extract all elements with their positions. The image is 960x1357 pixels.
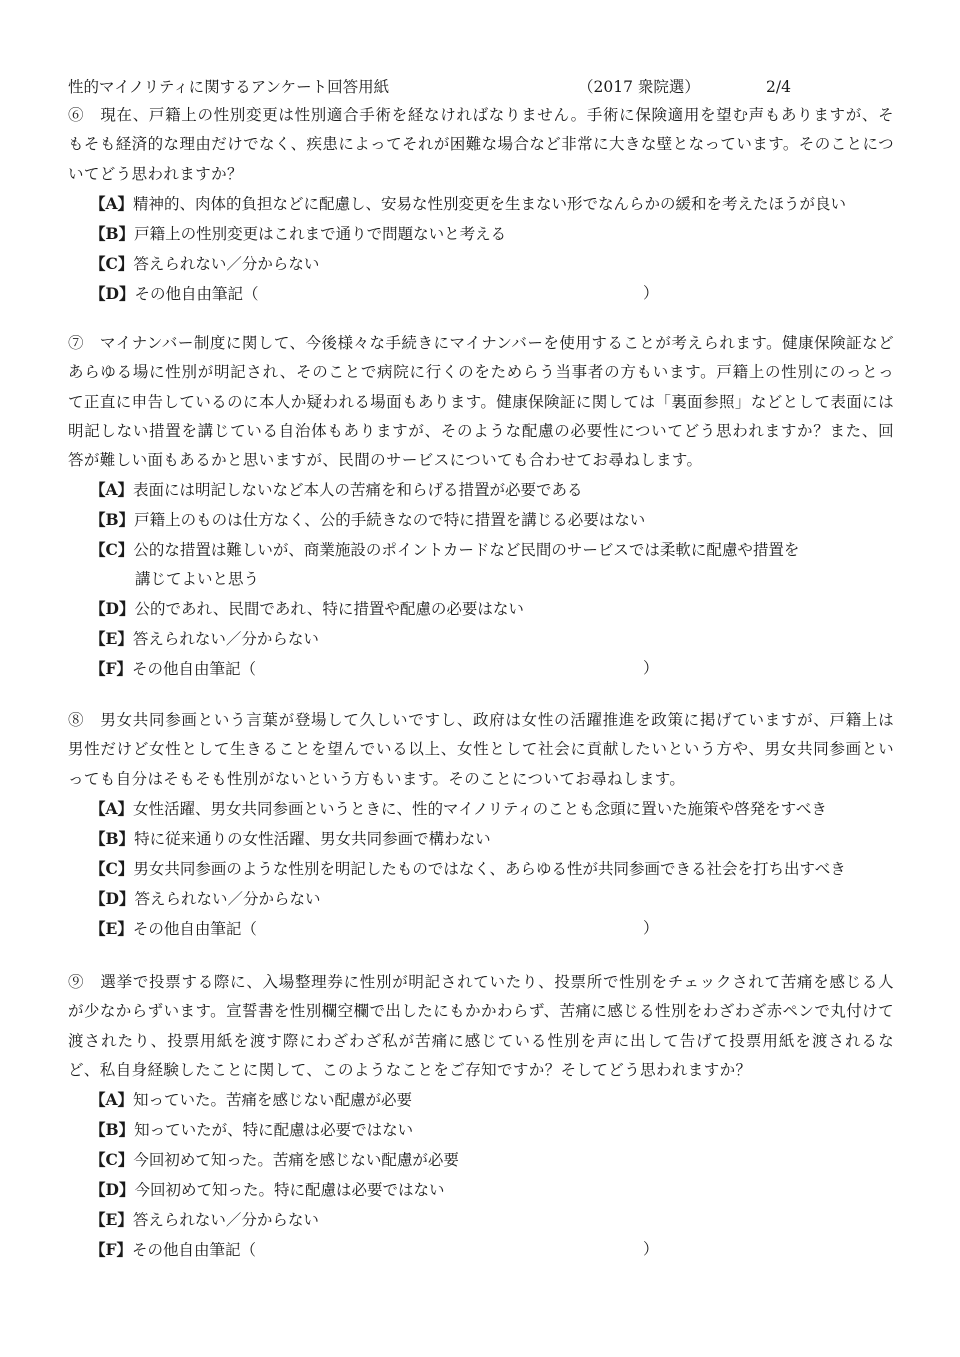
option-label: 【B】 [90, 510, 135, 530]
answer-option[interactable] [68, 594, 894, 624]
option-label: 【C】 [90, 858, 134, 878]
option-label: 【A】 [90, 798, 134, 818]
answer-option[interactable] [68, 475, 894, 505]
option-label: 【B】 [90, 223, 135, 243]
answer-option[interactable] [68, 189, 894, 219]
free-text-option[interactable] [68, 914, 894, 944]
question-text: ⑥ 現在、戸籍上の性別変更は性別適合手術を経なければなりません。手術に保険適用を望む声もありますが、そもそも経済的な理由だけでなく、疾患によってそれが困難な場合など非常に大きな壁となっています。そのことについてどう思われますか？ [68, 106, 894, 183]
option-label: 【F】 [90, 659, 133, 679]
answer-option[interactable] [68, 219, 894, 249]
answer-option[interactable] [68, 884, 894, 914]
option-text: 答えられない／分からない [132, 630, 319, 649]
election-label: （2017 衆院選） [578, 78, 700, 96]
free-text-option[interactable] [68, 654, 894, 684]
option-label: 【A】 [90, 193, 134, 213]
option-text: 戸籍上の性別変更はこれまで通りで問題ないと考える [134, 224, 507, 243]
answer-option[interactable] [68, 1205, 894, 1235]
option-text-continued: 講じてよいと思う [135, 570, 260, 589]
answer-option[interactable] [68, 794, 894, 824]
option-label: 【B】 [90, 828, 135, 848]
question-text: ⑧ 男女共同参画という言葉が登場して久しいですし、政府は女性の活躍推進を政策に掲げていますが、戸籍上は男性だけど女性として生きることを望んでいる以上、女性として社会に貢献したいという方や、男女共同参画といっても自分はそもそも性別がないという方もいます。そのことについてお尋ねします。 [68, 711, 894, 788]
option-text: その他自由筆記（ [134, 284, 259, 303]
option-text: 戸籍上のものは仕方なく、公的手続きなので特に措置を講じる必要はない [134, 511, 646, 530]
option-text: その他自由筆記（ [132, 919, 257, 938]
answer-option[interactable] [68, 824, 894, 854]
option-text: 特に従来通りの女性活躍、男女共同参画で構わない [134, 829, 491, 848]
option-text: 答えられない／分からない [133, 254, 320, 273]
option-text: 今回初めて知った。苦痛を感じない配慮が必要 [133, 1151, 459, 1170]
option-label: 【E】 [90, 1210, 133, 1230]
option-text: 答えられない／分からない [132, 1211, 319, 1230]
option-label: 【C】 [90, 253, 134, 273]
close-paren: ） [643, 1240, 659, 1259]
option-text: 表面には明記しないなど本人の苦痛を和らげる措置が必要である [133, 481, 583, 500]
answer-options [68, 189, 894, 309]
option-label: 【C】 [90, 1150, 134, 1170]
option-label: 【D】 [90, 888, 135, 908]
question-9 [68, 968, 894, 1265]
option-label: 【D】 [90, 283, 135, 303]
option-text: 知っていた。苦痛を感じない配慮が必要 [133, 1091, 413, 1110]
option-text: 公的であれ、民間であれ、特に措置や配慮の必要はない [134, 600, 524, 619]
option-label: 【C】 [90, 540, 134, 560]
option-text: 男女共同参画のような性別を明記したものではなく、あらゆる性が共同参画できる社会を打ち出すべき [133, 859, 846, 878]
answer-option[interactable] [68, 535, 894, 594]
option-label: 【A】 [90, 480, 134, 500]
option-text: 精神的、肉体的負担などに配慮し、安易な性別変更を生まない形でなんらかの緩和を考えたほうが良い [133, 194, 847, 213]
answer-option[interactable] [68, 1115, 894, 1145]
option-text: 公的な措置は難しいが、商業施設のポイントカードなど民間のサービスでは柔軟に配慮や措置を [133, 541, 800, 560]
answer-option[interactable] [68, 249, 894, 279]
option-label: 【D】 [90, 1180, 135, 1200]
option-label: 【A】 [90, 1090, 134, 1110]
close-paren: ） [643, 659, 659, 678]
answer-options [68, 475, 894, 684]
answer-options [68, 794, 894, 944]
option-text: 答えられない／分からない [134, 889, 321, 908]
document-title: 性的マイノリティに関するアンケート回答用紙 [68, 78, 390, 96]
page-number: 2/4 [766, 78, 791, 96]
option-label: 【B】 [90, 1120, 135, 1140]
option-text: 女性活躍、男女共同参画というときに、性的マイノリティのことも念頭に置いた施策や啓発をすべき [133, 799, 827, 818]
answer-options [68, 1085, 894, 1265]
answer-option[interactable] [68, 1085, 894, 1115]
free-text-option[interactable] [68, 279, 894, 309]
option-text: 知っていたが、特に配慮は必要ではない [134, 1121, 414, 1140]
option-label: 【E】 [90, 918, 133, 938]
close-paren: ） [643, 283, 659, 302]
answer-option[interactable] [68, 505, 894, 535]
option-label: 【D】 [90, 599, 135, 619]
question-text: ⑨ 選挙で投票する際に、入場整理券に性別が明記されていたり、投票所で性別をチェックされて苦痛を感じる人が少なからずいます。宣誓書を性別欄空欄で出したにもかかわらず、苦痛に感じる性別をわざわざ赤ペンで丸付けて渡されたり、投票用紙を渡す際にわざわざ私が苦痛に感じている性別を声に出して告げて投票用紙を渡されるなど、私自身経験したことに関して、このようなことをご存知ですか？そしてどう思われますか？ [68, 973, 894, 1079]
question-7 [68, 329, 894, 684]
option-label: 【F】 [90, 1240, 133, 1260]
answer-option[interactable] [68, 854, 894, 884]
answer-option[interactable] [68, 1175, 894, 1205]
free-text-option[interactable] [68, 1235, 894, 1265]
option-text: その他自由筆記（ [132, 660, 257, 679]
close-paren: ） [643, 918, 659, 937]
question-6 [68, 101, 894, 309]
answer-option[interactable] [68, 1145, 894, 1175]
answer-option[interactable] [68, 624, 894, 654]
option-text: その他自由筆記（ [132, 1241, 257, 1260]
option-label: 【E】 [90, 629, 133, 649]
page-header [68, 76, 898, 98]
option-text: 今回初めて知った。特に配慮は必要ではない [134, 1181, 445, 1200]
question-text: ⑦ マイナンバー制度に関して、今後様々な手続きにマイナンバーを使用することが考えられます。健康保険証などあらゆる場に性別が明記され、そのことで病院に行くのをためらう当事者の方もいます。戸籍上の性別にのっとって正直に申告しているのに本人か疑われる場面もあります。健康保険証に関しては「裏面参照」などとして表面には明記しない措置を講じている自治体もありますが、そのような配慮の必要性についてどう思われますか？また、回答が難しい面もあるかと思いますが、民間のサービスについても合わせてお尋ねします。 [68, 334, 894, 470]
question-8 [68, 706, 894, 944]
